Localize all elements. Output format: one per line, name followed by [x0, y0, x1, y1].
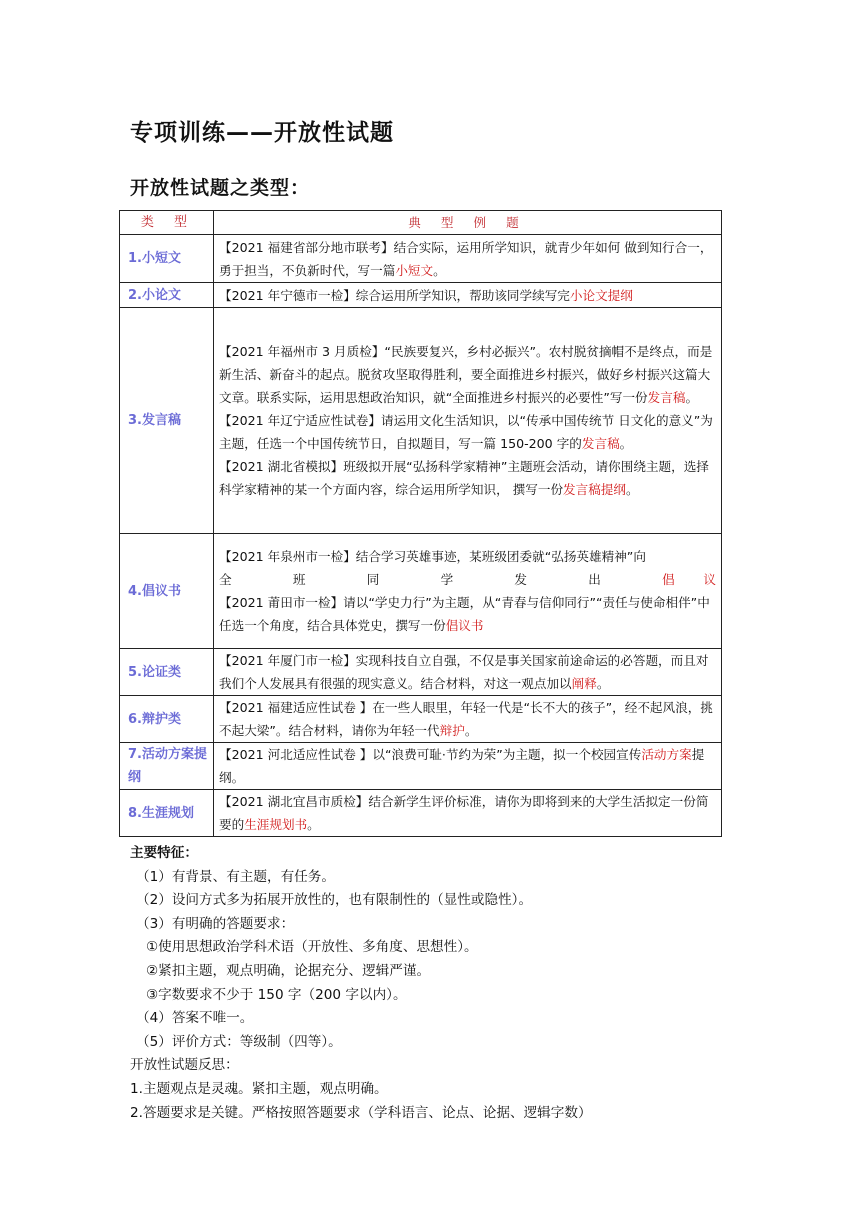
highlight-keyword: 活动方案 — [641, 747, 692, 762]
row-example — [214, 743, 722, 790]
highlight-keyword: 发言稿提纲 — [563, 482, 627, 497]
table-row — [120, 743, 722, 790]
row-type: 2.小论文 — [120, 283, 214, 308]
example-text: 【2021 湖北省模拟】班级拟开展“弘扬科学家精神”主题班会活动，请你围绕主题，选择科学家精神的某一个方面内容，综合运用所学知识， 撰写一份 — [219, 459, 709, 497]
row-example — [214, 308, 722, 534]
row-example — [214, 649, 722, 696]
example-text: 【2021 莆田市一检】请以“学史力行”为主题，从“青春与信仰同行”“责任与使命相伴”中任选一个角度，结合具体党史，撰写一份 — [219, 595, 710, 633]
reflection-item: 1.主题观点是灵魂。紧扣主题，观点明确。 — [130, 1080, 388, 1097]
example-tail: 。 — [626, 482, 639, 497]
table-row — [120, 790, 722, 837]
page-title: 专项训练——开放性试题 — [130, 120, 394, 146]
highlight-keyword: 小论文提纲 — [569, 287, 633, 303]
header-example: 典 型 例 题 — [214, 211, 722, 235]
example-text: 【2021 年厦门市一检】实现科技自立自强，不仅是事关国家前途命运的必答题，而且对我们个人发展具有很强的现实意义。结合材料，对这一观点加以 — [219, 653, 709, 691]
row-example — [214, 235, 722, 283]
feature-subitem: ②紧扣主题，观点明确，论据充分、逻辑严谨。 — [146, 962, 431, 979]
example-item — [219, 591, 716, 637]
table-row — [120, 649, 722, 696]
table-row — [120, 534, 722, 649]
example-tail: 。 — [464, 723, 478, 738]
row-example — [214, 696, 722, 743]
highlight-keyword: 辩护 — [439, 723, 465, 738]
example-item — [219, 455, 716, 501]
section-subtitle: 开放性试题之类型： — [130, 177, 311, 199]
row-example — [214, 790, 722, 837]
notes-section — [130, 842, 750, 1125]
example-tail: 。 — [596, 676, 610, 691]
row-type: 8.生涯规划 — [120, 790, 214, 837]
feature-item: （1）有背景、有主题，有任务。 — [136, 868, 335, 885]
example-text: 【2021 年泉州市一检】结合学习英雄事迹，某班级团委就“弘扬英雄精神”向 — [219, 549, 646, 564]
row-type: 5.论证类 — [120, 649, 214, 696]
highlight-keyword: 倡议 — [662, 572, 716, 587]
question-type-table — [119, 210, 722, 837]
feature-subitem: ①使用思想政治学科术语（开放性、多角度、思想性）。 — [146, 939, 478, 956]
table-row — [120, 235, 722, 283]
example-text: 【2021 湖北宜昌市质检】结合新学生评价标准，请你为即将到来的大学生活拟定一份简要的 — [219, 794, 709, 832]
feature-item: （2）设问方式多为拓展开放性的，也有限制性的（显性或隐性）。 — [136, 892, 533, 909]
reflection-item: 2.答题要求是关键。严格按照答题要求（学科语言、论点、论据、逻辑字数） — [130, 1104, 592, 1121]
highlight-keyword: 生涯规划书 — [244, 817, 308, 832]
example-line-justified — [219, 568, 716, 591]
highlight-keyword: 倡议书 — [445, 618, 484, 633]
example-text: 【2021 年宁德市一检】综合运用所学知识，帮助该同学续写完 — [219, 287, 570, 303]
row-type: 3.发言稿 — [120, 308, 214, 534]
example-text: 【2021 河北适应性试卷 】以“浪费可耻·节约为荣”为主题，拟一个校园宣传 — [219, 747, 642, 762]
reflection-heading: 开放性试题反思： — [130, 1057, 239, 1074]
example-item — [219, 545, 716, 568]
table-header-row — [120, 211, 722, 235]
feature-item: （3）有明确的答题要求： — [136, 915, 295, 932]
example-tail: 。 — [619, 436, 633, 451]
example-text: 全 班 同 学 发 出 — [219, 572, 630, 587]
example-tail: 。 — [307, 817, 320, 832]
table-row — [120, 308, 722, 534]
feature-item: （5）评价方式：等级制（四等）。 — [136, 1033, 342, 1050]
example-text: 【2021 年福州市 3 月质检】“民族要复兴，乡村必振兴”。农村脱贫摘帽不是终点，而是新生活、新奋斗的起点。脱贫攻坚取得胜利，要全面推进乡村振兴，做好乡村振兴这篇大文章。联系实际，运用思想政治知识，就“全面推进乡村振兴的必要性”写一份 — [219, 344, 713, 405]
row-example — [214, 534, 722, 649]
row-type: 1.小短文 — [120, 235, 214, 283]
example-text: 【2021 福建省部分地市联考】结合实际，运用所学知识，就青少年如何 做到知行合一，勇于担当，不负新时代，写一篇 — [219, 239, 713, 278]
example-tail: 提纲。 — [219, 747, 705, 785]
example-text: 【2021 年辽宁适应性试卷】请运用文化生活知识，以“传承中国传统节 日文化的意义”为主题，任选一个中国传统节日，自拟题目，写一篇 150-200 字的 — [219, 413, 713, 451]
table-row — [120, 283, 722, 308]
feature-subitem: ③字数要求不少于 150 字（200 字以内）。 — [146, 986, 407, 1003]
header-type: 类 型 — [120, 211, 214, 235]
table-row — [120, 696, 722, 743]
row-type: 7.活动方案提纲 — [120, 743, 214, 790]
highlight-keyword: 发言稿 — [581, 436, 620, 451]
row-type: 4.倡议书 — [120, 534, 214, 649]
row-type: 6.辩护类 — [120, 696, 214, 743]
example-item — [219, 340, 716, 409]
features-heading: 主要特征： — [130, 845, 198, 861]
highlight-keyword: 小短文 — [395, 262, 434, 278]
example-item — [219, 409, 716, 455]
feature-item: （4）答案不唯一。 — [136, 1010, 254, 1027]
example-text: 【2021 福建适应性试卷 】在一些人眼里，年轻一代是“长不大的孩子”，经不起风浪，挑不起大梁”。结合材料，请你为年轻一代 — [219, 700, 713, 738]
row-example — [214, 283, 722, 308]
example-tail: 。 — [433, 262, 446, 278]
example-tail: 。 — [685, 390, 699, 405]
highlight-keyword: 发言稿 — [647, 390, 686, 405]
highlight-keyword: 阐释 — [571, 676, 597, 691]
